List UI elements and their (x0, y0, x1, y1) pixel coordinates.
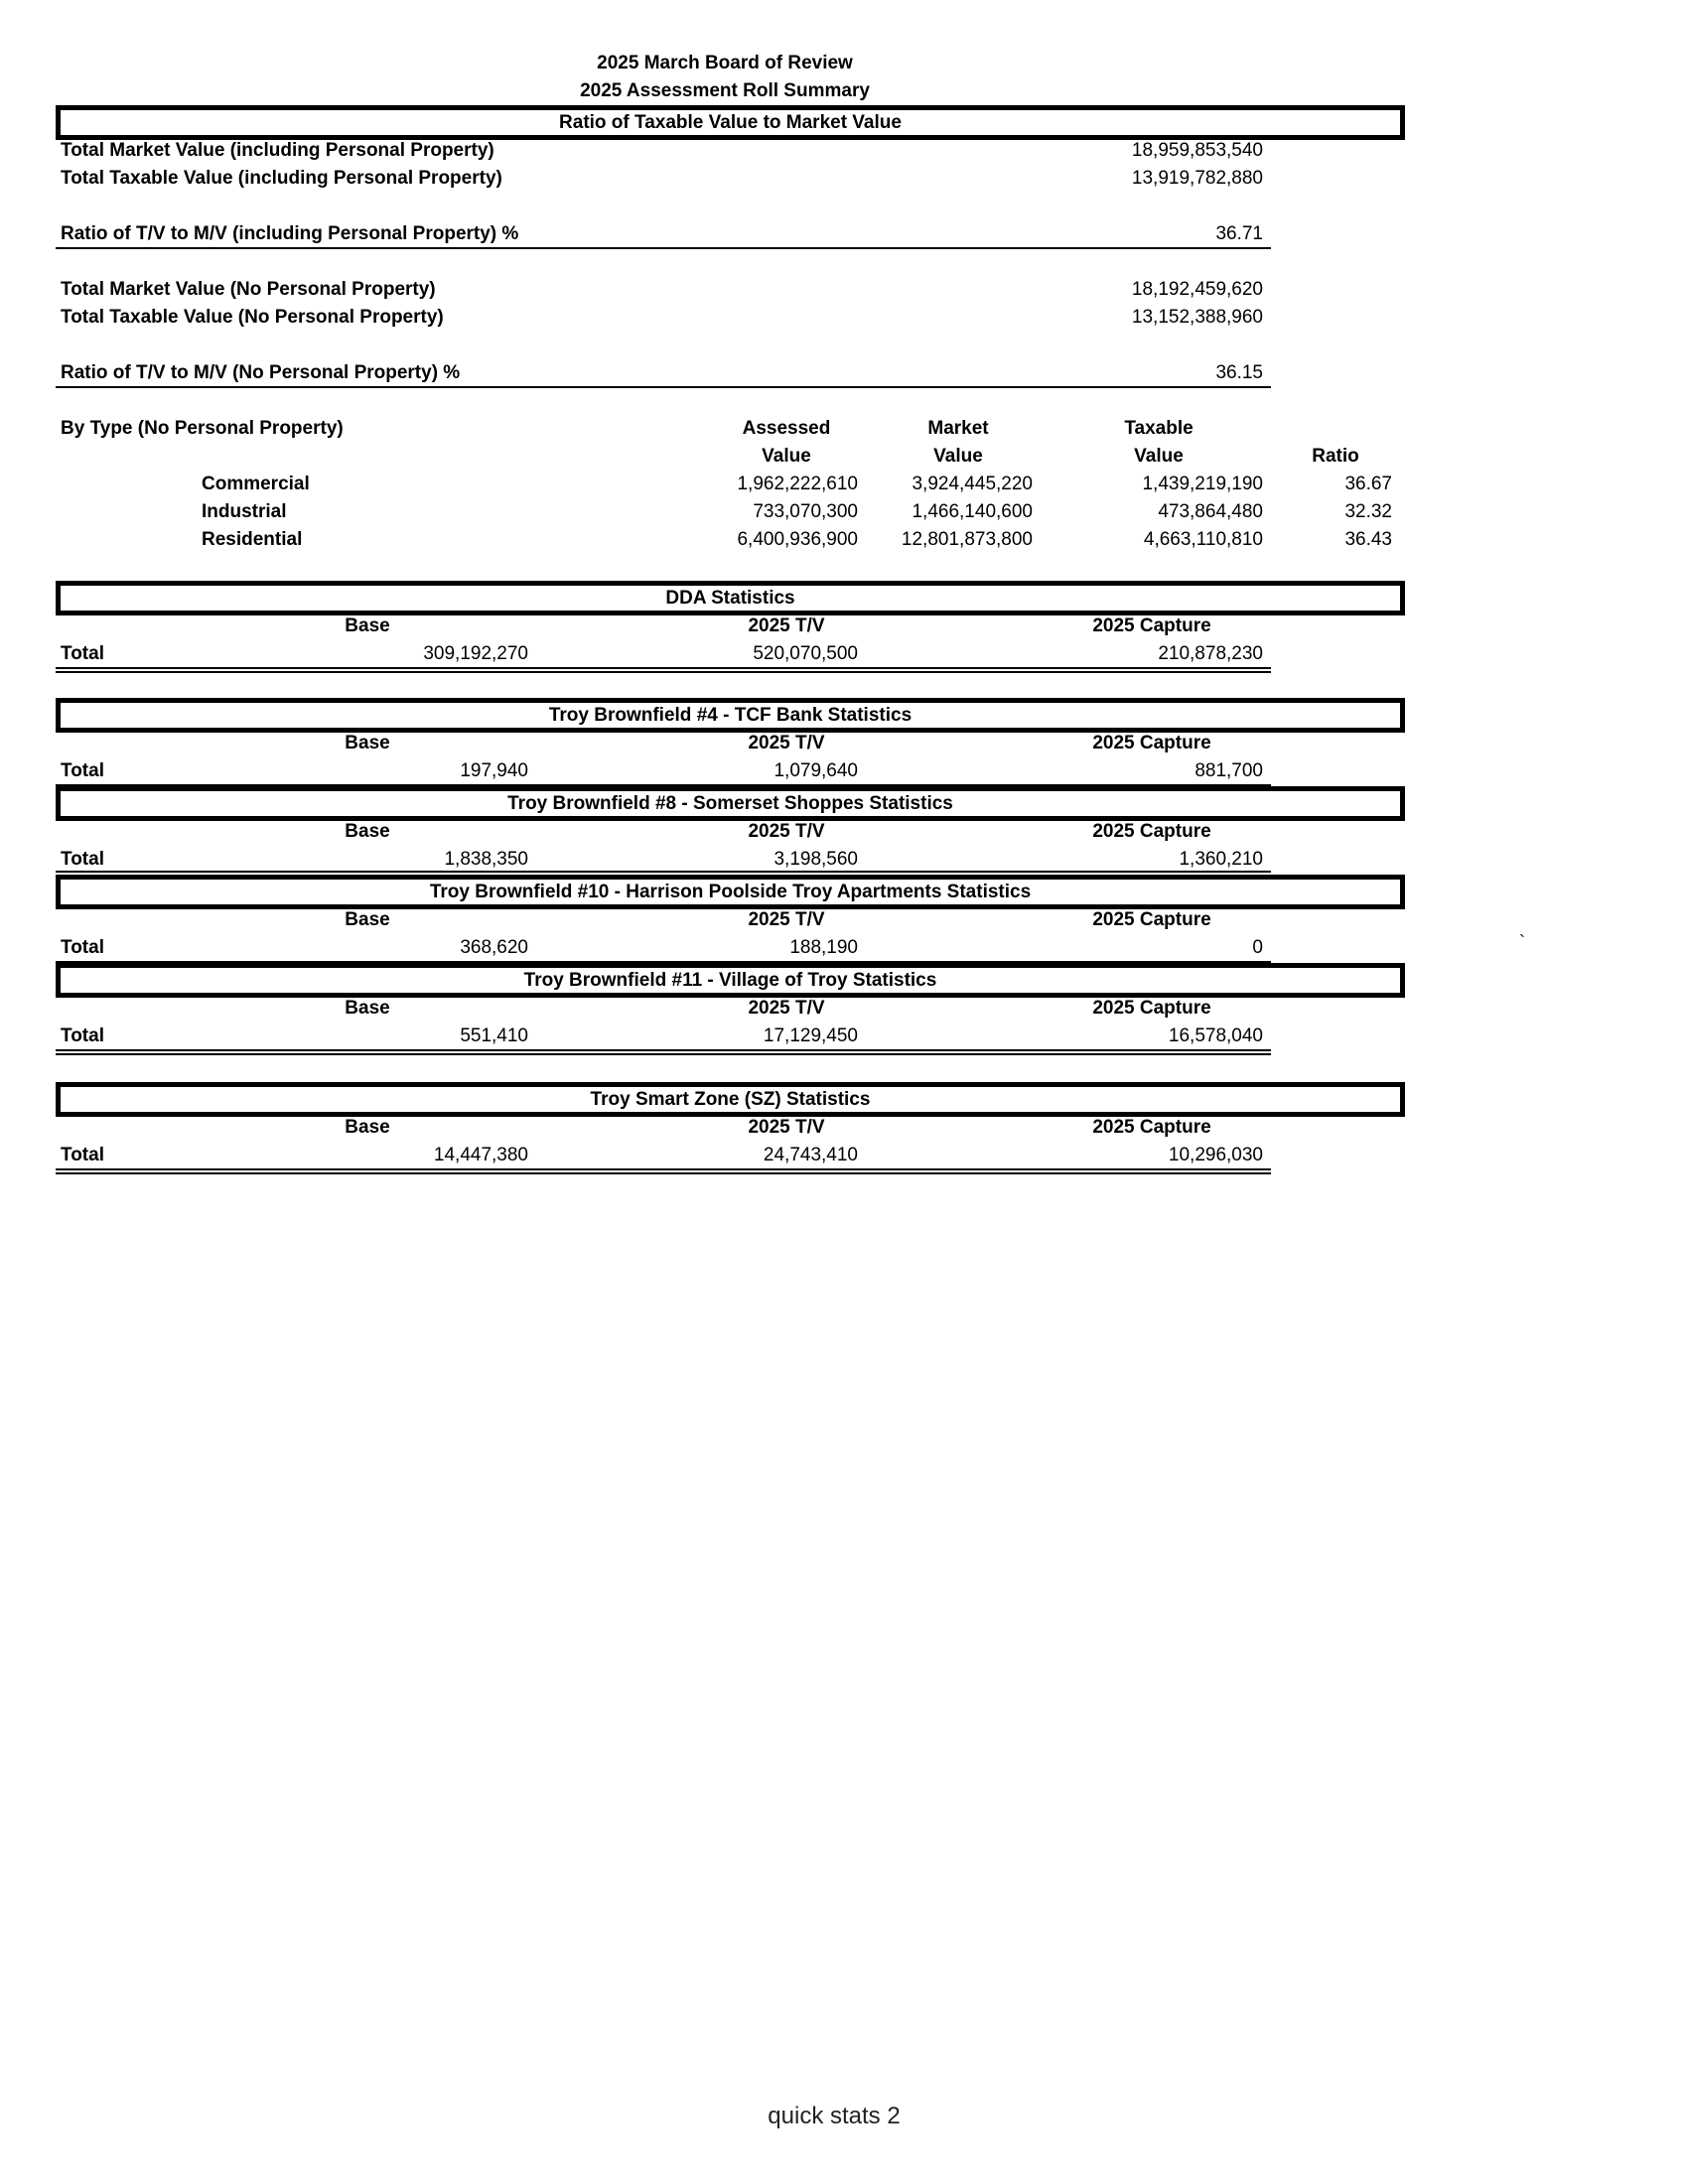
base-header: Base (345, 821, 390, 842)
tv-header: 2025 T/V (748, 909, 825, 930)
capture-header: 2025 Capture (1092, 733, 1211, 753)
divider (56, 247, 1271, 249)
tv-value: 188,190 (789, 937, 858, 958)
capture-header: 2025 Capture (1092, 615, 1211, 636)
tv-value: 520,070,500 (753, 643, 858, 664)
base-header: Base (345, 909, 390, 930)
market-value-pp-value: 18,959,853,540 (1131, 140, 1263, 161)
total-label: Total (61, 937, 104, 958)
tv-header: 2025 T/V (748, 733, 825, 753)
capture-value: 16,578,040 (1168, 1025, 1263, 1046)
ratio-nopp-label: Ratio of T/V to M/V (No Personal Property) % (61, 362, 461, 383)
type-row-ratio: 36.67 (1344, 474, 1392, 494)
tv-value: 17,129,450 (763, 1025, 858, 1046)
dda-section-header: DDA Statistics (56, 581, 1405, 615)
type-row-ratio: 32.32 (1344, 501, 1392, 522)
type-row-market: 3,924,445,220 (912, 474, 1033, 494)
tv-value: 24,743,410 (763, 1145, 858, 1165)
total-label: Total (61, 849, 104, 870)
type-row-taxable: 4,663,110,810 (1143, 529, 1263, 550)
capture-header: 2025 Capture (1092, 998, 1211, 1019)
type-row-market: 12,801,873,800 (901, 529, 1033, 550)
capture-value: 881,700 (1195, 760, 1263, 781)
tv-header: 2025 T/V (748, 615, 825, 636)
ratio-pp-label: Ratio of T/V to M/V (including Personal Property) % (61, 223, 519, 244)
stray-mark: ` (1519, 932, 1525, 952)
ratio-header: Ratio (1312, 446, 1359, 467)
base-value: 368,620 (460, 937, 528, 958)
doc-title: 2025 March Board of Review (597, 53, 853, 73)
total-label: Total (61, 760, 104, 781)
ratio-section-header: Ratio of Taxable Value to Market Value (56, 105, 1405, 140)
tv-header: 2025 T/V (748, 821, 825, 842)
capture-header: 2025 Capture (1092, 909, 1211, 930)
base-header: Base (345, 615, 390, 636)
type-row-ratio: 36.43 (1344, 529, 1392, 550)
market-header-line1: Market (927, 418, 989, 439)
taxable-value-nopp-value: 13,152,388,960 (1131, 307, 1263, 328)
market-header-line2: Value (933, 446, 983, 467)
tv-value: 1,079,640 (774, 760, 858, 781)
taxable-value-pp-value: 13,919,782,880 (1131, 168, 1263, 189)
type-row-taxable: 1,439,219,190 (1142, 474, 1263, 494)
type-row-name: Residential (202, 529, 303, 550)
ratio-nopp-value: 36.15 (1215, 362, 1263, 383)
type-row-name: Industrial (202, 501, 287, 522)
capture-header: 2025 Capture (1092, 1117, 1211, 1138)
tv-header: 2025 T/V (748, 1117, 825, 1138)
ratio-pp-value: 36.71 (1215, 223, 1263, 244)
base-header: Base (345, 733, 390, 753)
capture-value: 0 (1252, 937, 1263, 958)
double-underline (56, 1049, 1271, 1055)
total-label: Total (61, 643, 104, 664)
brownfield-4-section-header: Troy Brownfield #4 - TCF Bank Statistics (56, 698, 1405, 733)
capture-value: 10,296,030 (1168, 1145, 1263, 1165)
base-value: 1,838,350 (444, 849, 528, 870)
base-value: 551,410 (460, 1025, 528, 1046)
taxable-value-pp-label: Total Taxable Value (including Personal Property) (61, 168, 502, 189)
market-value-nopp-label: Total Market Value (No Personal Property) (61, 279, 436, 300)
taxable-header-line2: Value (1134, 446, 1184, 467)
type-row-assessed: 733,070,300 (753, 501, 858, 522)
assessed-header-line1: Assessed (742, 418, 831, 439)
smart-zone-section-header: Troy Smart Zone (SZ) Statistics (56, 1082, 1405, 1117)
type-row-assessed: 6,400,936,900 (737, 529, 858, 550)
taxable-value-nopp-label: Total Taxable Value (No Personal Property) (61, 307, 444, 328)
total-label: Total (61, 1145, 104, 1165)
tv-header: 2025 T/V (748, 998, 825, 1019)
taxable-header-line1: Taxable (1124, 418, 1194, 439)
base-value: 309,192,270 (423, 643, 528, 664)
double-underline (56, 667, 1271, 673)
market-value-nopp-value: 18,192,459,620 (1131, 279, 1263, 300)
brownfield-8-section-header: Troy Brownfield #8 - Somerset Shoppes Statistics (56, 786, 1405, 821)
total-label: Total (61, 1025, 104, 1046)
base-header: Base (345, 998, 390, 1019)
market-value-pp-label: Total Market Value (including Personal Property) (61, 140, 494, 161)
type-row-market: 1,466,140,600 (912, 501, 1033, 522)
capture-value: 1,360,210 (1179, 849, 1263, 870)
brownfield-11-section-header: Troy Brownfield #11 - Village of Troy Statistics (56, 963, 1405, 998)
capture-value: 210,878,230 (1158, 643, 1263, 664)
type-row-name: Commercial (202, 474, 310, 494)
by-type-label: By Type (No Personal Property) (61, 418, 344, 439)
base-value: 197,940 (460, 760, 528, 781)
tv-value: 3,198,560 (774, 849, 858, 870)
page-footer: quick stats 2 (768, 2103, 901, 2129)
brownfield-10-section-header: Troy Brownfield #10 - Harrison Poolside Troy Apartments Statistics (56, 875, 1405, 909)
doc-subtitle: 2025 Assessment Roll Summary (580, 80, 870, 101)
assessed-header-line2: Value (762, 446, 811, 467)
type-row-assessed: 1,962,222,610 (737, 474, 858, 494)
base-header: Base (345, 1117, 390, 1138)
double-underline (56, 1168, 1271, 1174)
divider (56, 386, 1271, 388)
base-value: 14,447,380 (433, 1145, 528, 1165)
type-row-taxable: 473,864,480 (1158, 501, 1263, 522)
capture-header: 2025 Capture (1092, 821, 1211, 842)
